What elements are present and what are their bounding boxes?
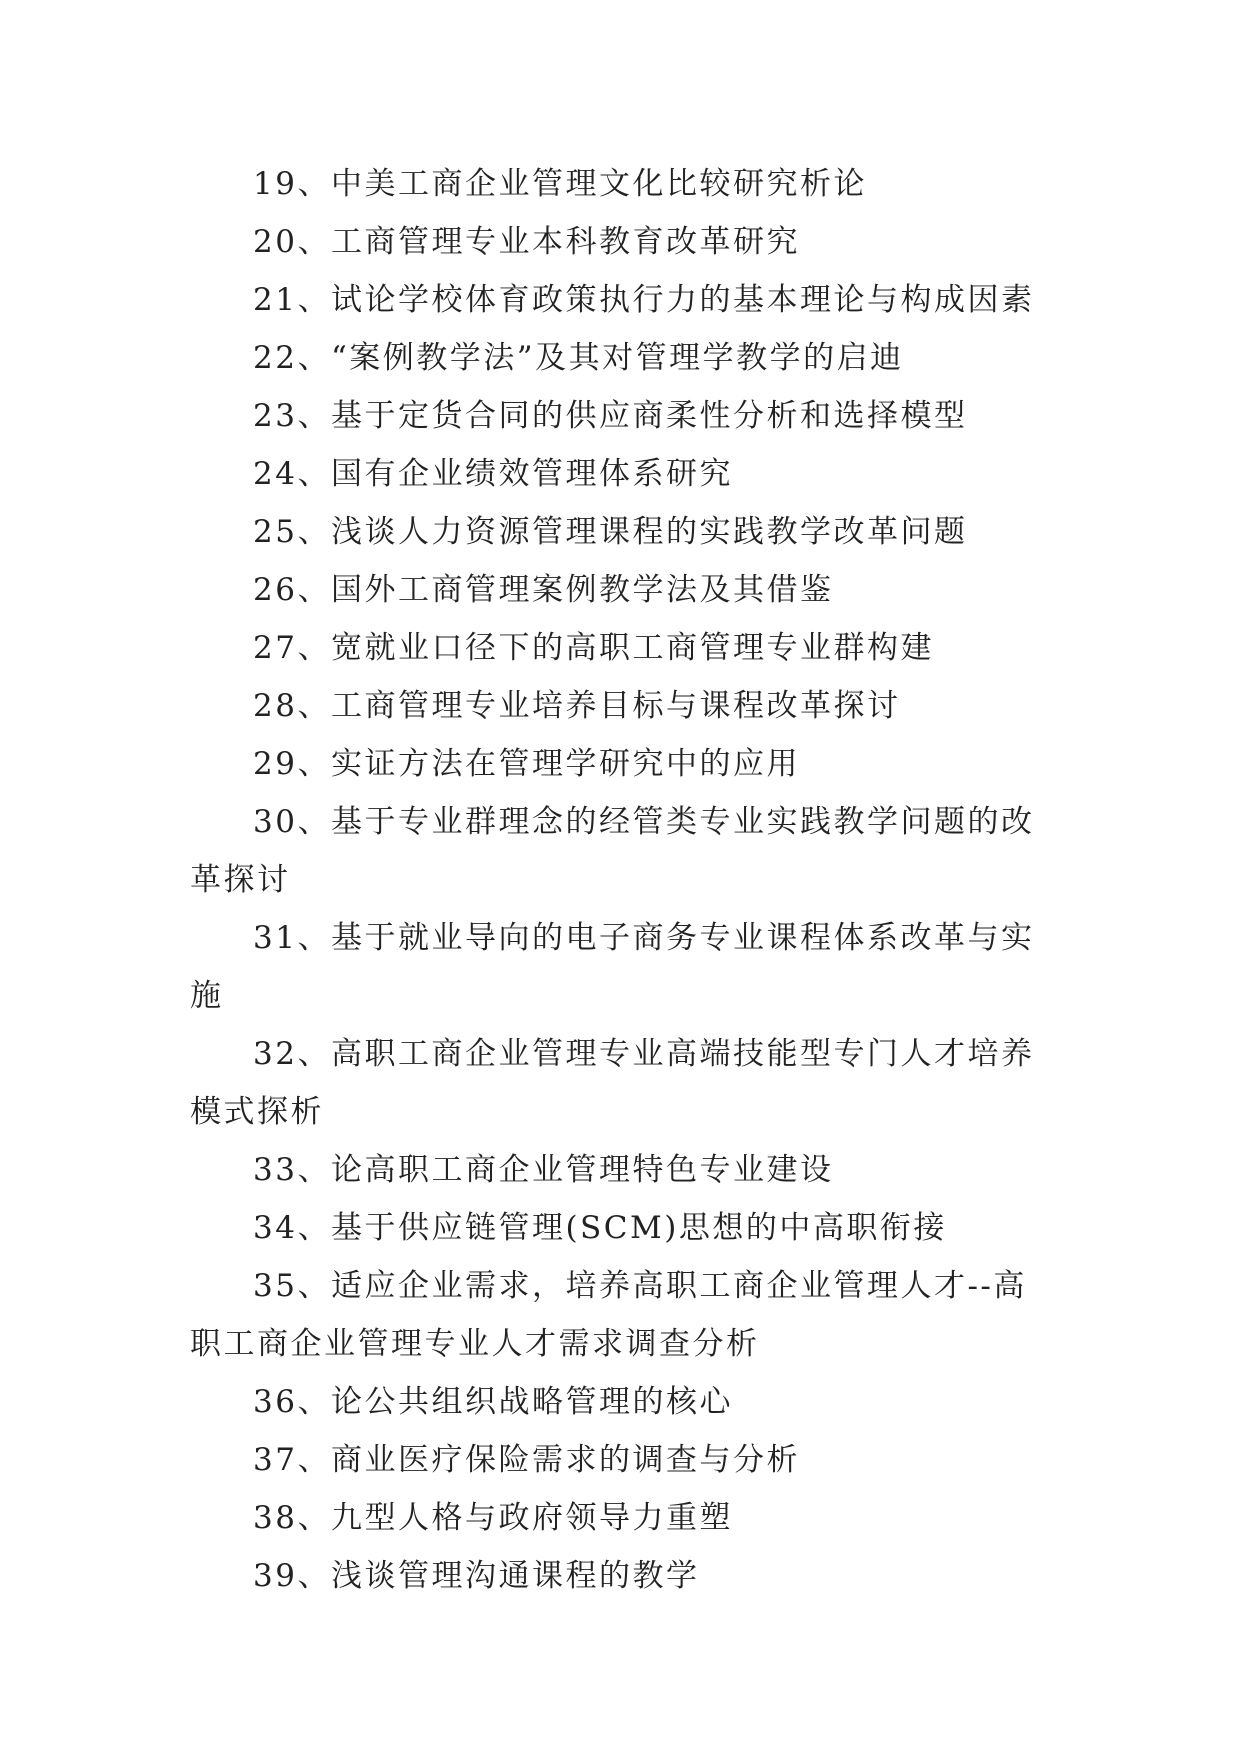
list-item: 35、适应企业需求，培养高职工商企业管理人才--高职工商企业管理专业人才需求调查分析: [190, 1268, 1027, 1362]
list-item: 37、商业医疗保险需求的调查与分析: [253, 1442, 800, 1478]
topic-list: [190, 155, 1050, 1605]
list-item: 36、论公共组织战略管理的核心: [253, 1384, 733, 1420]
list-item: 30、基于专业群理念的经管类专业实践教学问题的改革探讨: [190, 804, 1035, 898]
list-item: 22、“案例教学法”及其对管理学教学的启迪: [253, 340, 904, 376]
list-item: 39、浅谈管理沟通课程的教学: [253, 1558, 700, 1594]
list-item: 28、工商管理专业培养目标与课程改革探讨: [253, 688, 901, 724]
list-item: 24、国有企业绩效管理体系研究: [253, 456, 733, 492]
list-item: 26、国外工商管理案例教学法及其借鉴: [253, 572, 834, 608]
list-item: 31、基于就业导向的电子商务专业课程体系改革与实施: [190, 920, 1035, 1014]
list-item: 23、基于定货合同的供应商柔性分析和选择模型: [253, 398, 968, 434]
list-item: 19、中美工商企业管理文化比较研究析论: [253, 166, 867, 202]
list-item: 29、实证方法在管理学研究中的应用: [253, 746, 800, 782]
list-item: 32、高职工商企业管理专业高端技能型专门人才培养模式探析: [190, 1036, 1035, 1130]
list-item: 38、九型人格与政府领导力重塑: [253, 1500, 733, 1536]
list-item: 33、论高职工商企业管理特色专业建设: [253, 1152, 834, 1188]
list-item: 27、宽就业口径下的高职工商管理专业群构建: [253, 630, 934, 666]
list-item: 34、基于供应链管理(SCM)思想的中高职衔接: [253, 1210, 947, 1246]
list-item: 20、工商管理专业本科教育改革研究: [253, 224, 800, 260]
list-item: 25、浅谈人力资源管理课程的实践教学改革问题: [253, 514, 968, 550]
list-item: 21、试论学校体育政策执行力的基本理论与构成因素: [253, 282, 1035, 318]
